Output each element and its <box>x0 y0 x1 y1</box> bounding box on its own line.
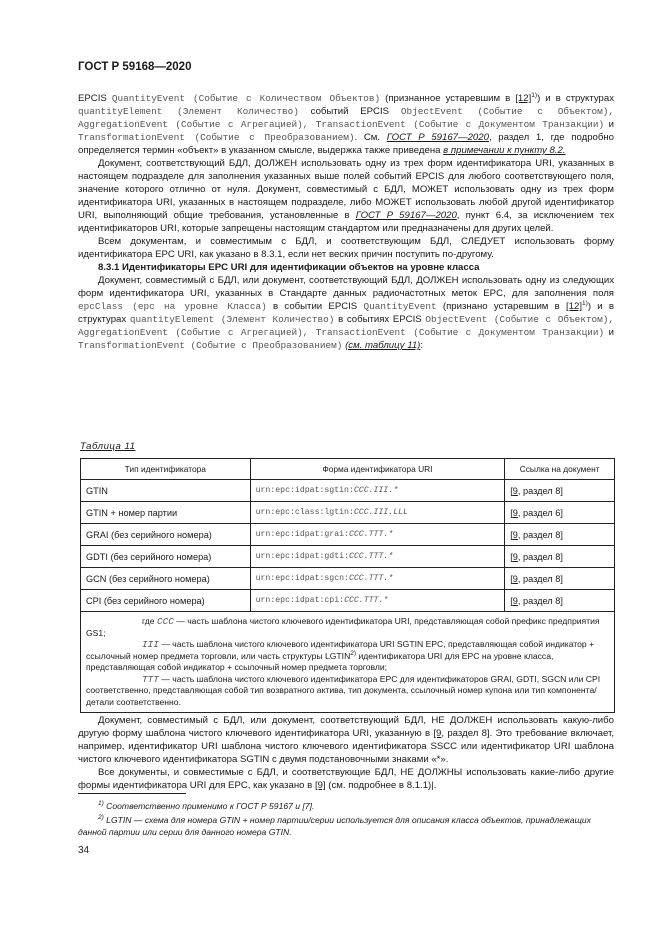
footnote-text: Соответственно применимо к ГОСТ Р 59167 и [7]. <box>106 801 315 811</box>
uri-variable: CCC.TTT.* <box>348 530 394 539</box>
text: ) и в структурах <box>537 93 614 104</box>
text: идентификатора URI для EPC на уровне класса, представляющая собой индикатор + ссылочный номер предмета торговли; <box>86 650 554 672</box>
uri-form <box>250 546 505 568</box>
text: (см. подробнее в 8.1.1)|. <box>325 780 437 791</box>
uri-prefix: urn:epc:idpat:sgcn: <box>255 574 349 583</box>
uri-form <box>250 524 505 546</box>
text: (признано устаревшим в <box>436 301 567 312</box>
table-row <box>81 480 615 502</box>
page-number: 34 <box>78 845 90 856</box>
citation-link[interactable]: [9 <box>510 507 518 518</box>
citation-link[interactable]: [9] <box>314 780 326 791</box>
variable: CCC <box>156 616 174 627</box>
uri-variable: CCC.TTT.* <box>348 552 394 561</box>
citation-link[interactable]: [12] <box>566 301 583 312</box>
text: где <box>142 616 157 626</box>
footnote-divider <box>78 793 186 794</box>
text: , раздел 8]. Это требование включает, например, идентификатор URI шаблона чистого ключевого идентификатора SSCC или идентификатор URI шаблона чистого ключевого идентификатора SGTIN с двумя подстановочными знаками «*». <box>78 728 614 765</box>
code: ObjectEvent (Событие с Объектом), AggregationEvent (Событие с Агрегацией), TransactionEvent (Событие с Документом Транзакции) <box>78 314 614 338</box>
footnote-2 <box>78 814 614 838</box>
paragraph-5 <box>78 714 614 766</box>
citation-link[interactable]: [9 <box>433 728 442 739</box>
table-row <box>81 524 615 546</box>
identifier-type: GTIN + номер партии <box>81 502 251 524</box>
document-reference <box>505 524 615 546</box>
document-reference <box>505 480 615 502</box>
footnote-mark: 1) <box>98 800 104 808</box>
text: в событии EPCIS <box>266 301 364 312</box>
paragraph-4 <box>78 274 614 352</box>
uri-form <box>250 502 505 524</box>
uri-prefix: urn:epc:idpat:grai: <box>255 530 349 539</box>
ref-text: , раздел 8] <box>517 595 563 606</box>
paragraph-1 <box>78 92 614 157</box>
body-text <box>78 92 614 352</box>
standard-link[interactable]: ГОСТ Р 59167—2020 <box>386 132 489 143</box>
identifier-type: CPI (без серийного номера) <box>81 590 251 612</box>
document-reference <box>505 546 615 568</box>
citation-link[interactable]: [9 <box>510 485 518 496</box>
text: , раздел 1, где подробно определяется термин «объект» в указанном смысле, выдержка также приведена <box>78 132 615 156</box>
ref-text: , раздел 8] <box>517 551 563 562</box>
table-header-row <box>81 459 615 480</box>
footnote-mark: 2) <box>98 814 104 822</box>
table-notes-row <box>81 612 615 713</box>
footnote-mark: 1) <box>531 91 538 99</box>
text: — часть шаблона чистого ключевого идентификатора EPC для идентификаторов GRAI, GDTI, SGCN или CPI соответственно, представляющая собой тип возвратного актива, тип документа, ссылочный номер купона или тип компонента/детали соответственно. <box>86 673 601 707</box>
document-reference <box>505 568 615 590</box>
uri-prefix: urn:epc:idpat:sgtin: <box>255 486 354 495</box>
variable: III <box>142 639 159 650</box>
identifier-type: GRAI (без серийного номера) <box>81 524 251 546</box>
note-ccc <box>86 616 609 639</box>
paragraph-3: Всем документам, и совместимым с БДЛ, и соответствующим БДЛ, СЛЕДУЕТ использовать форму идентификатора EPC URI, как указано в 8.3.1, если нет веских причин поступить по-другому. <box>78 236 614 260</box>
variable: TTT <box>142 673 159 685</box>
identifier-type: GCN (без серийного номера) <box>81 568 251 590</box>
code: TransformationEvent (Событие с Преобразованием) <box>78 132 355 143</box>
standard-link[interactable]: ГОСТ Р 59167—2020 <box>355 210 457 221</box>
uri-variable: CCC.III.* <box>353 486 399 495</box>
text: . См. <box>354 132 387 143</box>
uri-form <box>250 590 505 612</box>
text: EPCIS <box>78 93 112 104</box>
uri-variable: CCC.TTT.* <box>344 596 389 605</box>
ref-text: , раздел 6] <box>517 507 563 518</box>
code: quantityElement (Элемент Количество) <box>129 314 335 325</box>
ref-text: , раздел 8] <box>517 485 563 496</box>
table-row <box>81 546 615 568</box>
identifier-type: GDTI (без серийного номера) <box>81 546 251 568</box>
citation-link[interactable]: [12] <box>515 93 532 104</box>
section-heading: 8.3.1 Идентификаторы EPC URI для идентификации объектов на уровне класса <box>98 262 480 273</box>
table-row <box>81 590 615 612</box>
text: , пункт 6.4, за исключением тех идентификаторов URI, которые запрещены настоящим стандартом или предназначены для других целей. <box>78 210 614 234</box>
footnote-mark: 2) <box>350 649 357 657</box>
text: и <box>604 327 614 338</box>
footnote-mark: 1) <box>582 299 588 307</box>
uri-prefix: urn:epc:idpat:gdti: <box>255 552 349 561</box>
citation-link[interactable]: [9 <box>510 573 518 584</box>
citation-link[interactable]: [9 <box>510 551 518 562</box>
uri-variable: CCC.TTT.* <box>348 574 394 583</box>
text: событий EPCIS <box>298 106 401 117</box>
uri-prefix: urn:epc:class:lgtin: <box>255 508 354 517</box>
text: и <box>604 119 614 130</box>
body-text-after-table <box>78 714 614 792</box>
code: QuantityEvent <box>363 301 437 312</box>
table-row <box>81 568 615 590</box>
ref-text: , раздел 8] <box>517 573 563 584</box>
note-ttt <box>86 674 609 709</box>
code: quantityElement (Элемент Количество) <box>78 106 299 117</box>
table-link[interactable]: (см. таблицу 11) <box>345 340 421 351</box>
column-header: Форма идентификатора URI <box>250 459 505 480</box>
table-row <box>81 502 615 524</box>
table-caption: Таблица 11 <box>80 441 136 452</box>
uri-form <box>250 480 505 502</box>
document-reference <box>505 590 615 612</box>
text: Все документы, и совместимые с БДЛ, и соответствующие БДЛ, НЕ ДОЛЖНЫ использовать какие-либо другие формы идентификатора URI для EPC, как указано в <box>78 767 614 791</box>
table-notes <box>81 612 615 713</box>
text: ) и в структурах <box>78 301 614 325</box>
document-reference <box>505 502 615 524</box>
text: — часть шаблона чистого ключевого идентификатора URI, представляющая собой префикс предприятия GS1; <box>86 616 600 638</box>
column-header: Ссылка на документ <box>505 459 615 480</box>
note-iii <box>86 639 609 674</box>
uri-variable: CCC.III.LLL <box>353 508 408 517</box>
text: Документ, совместимый с БДЛ, или документ, соответствующий БДЛ, НЕ ДОЛЖЕН использовать какую-либо другую форму шаблона чистого ключевого идентификатора URI, указанную в <box>78 715 614 739</box>
code: ObjectEvent (Событие с Объектом), AggregationEvent (Событие с Агрегацией), TransactionEvent (Событие с Документом Транзакции) <box>78 106 615 130</box>
text: Документ, совместимый с БДЛ, или документ, соответствующий БДЛ, ДОЛЖЕН использовать одну из следующих форм идентификатора URI, указанных в Стандарте данных радиочастотных меток EPC, для заполнения поля <box>78 275 614 299</box>
paragraph-2 <box>78 157 614 235</box>
text: : <box>420 340 424 351</box>
note-link[interactable]: в примечании к пункту 8.2. <box>443 145 566 156</box>
code: QuantityEvent (Событие с Количеством Объектов) <box>111 93 381 104</box>
footnote-1 <box>78 800 614 812</box>
citation-link[interactable]: [9 <box>510 595 518 606</box>
identifier-type: GTIN <box>81 480 251 502</box>
identifier-table <box>80 458 615 713</box>
citation-link[interactable]: [9 <box>510 529 518 540</box>
code: TransformationEvent (Событие с Преобразованием) <box>78 340 343 351</box>
uri-form <box>250 568 505 590</box>
footnote-text: LGTIN — схема для номера GTIN + номер партии/серии используется для описания класса объектов, принадлежащих данной партии или серии для данного номера GTIN. <box>78 815 591 837</box>
ref-text: , раздел 8] <box>517 529 563 540</box>
paragraph-6 <box>78 766 614 792</box>
uri-prefix: urn:epc:idpat:cpi: <box>255 596 345 605</box>
document-header: ГОСТ Р 59168—2020 <box>78 61 192 73</box>
text: Документ, соответствующий БДЛ, ДОЛЖЕН использовать одну из трех форм идентификатора URI, указанных в настоящем подразделе для заполнения указанных выше полей событий EPCIS для любого соответствующего поля, значение которого отлично от нуля. Документ, совместимый с БДЛ, МОЖЕТ использовать одну из трех форм идентификатора URI, указанных в настоящем подразделе, либо МОЖЕТ использовать любой другой идентификатор URI, выполняющий общие требования, установленные в <box>78 158 614 221</box>
text: — часть шаблона чистого ключевого идентификатора URI SGTIN EPC, представляющая собой индикатор + ссылочный номер предмета торговли, или часть структуры LGTIN <box>86 639 595 661</box>
text: (признанное устаревшим в <box>380 93 516 104</box>
text: в событиях EPCIS <box>334 314 426 325</box>
column-header: Тип идентификатора <box>81 459 251 480</box>
code: epcClass (epc на уровне Класса) <box>78 301 267 312</box>
